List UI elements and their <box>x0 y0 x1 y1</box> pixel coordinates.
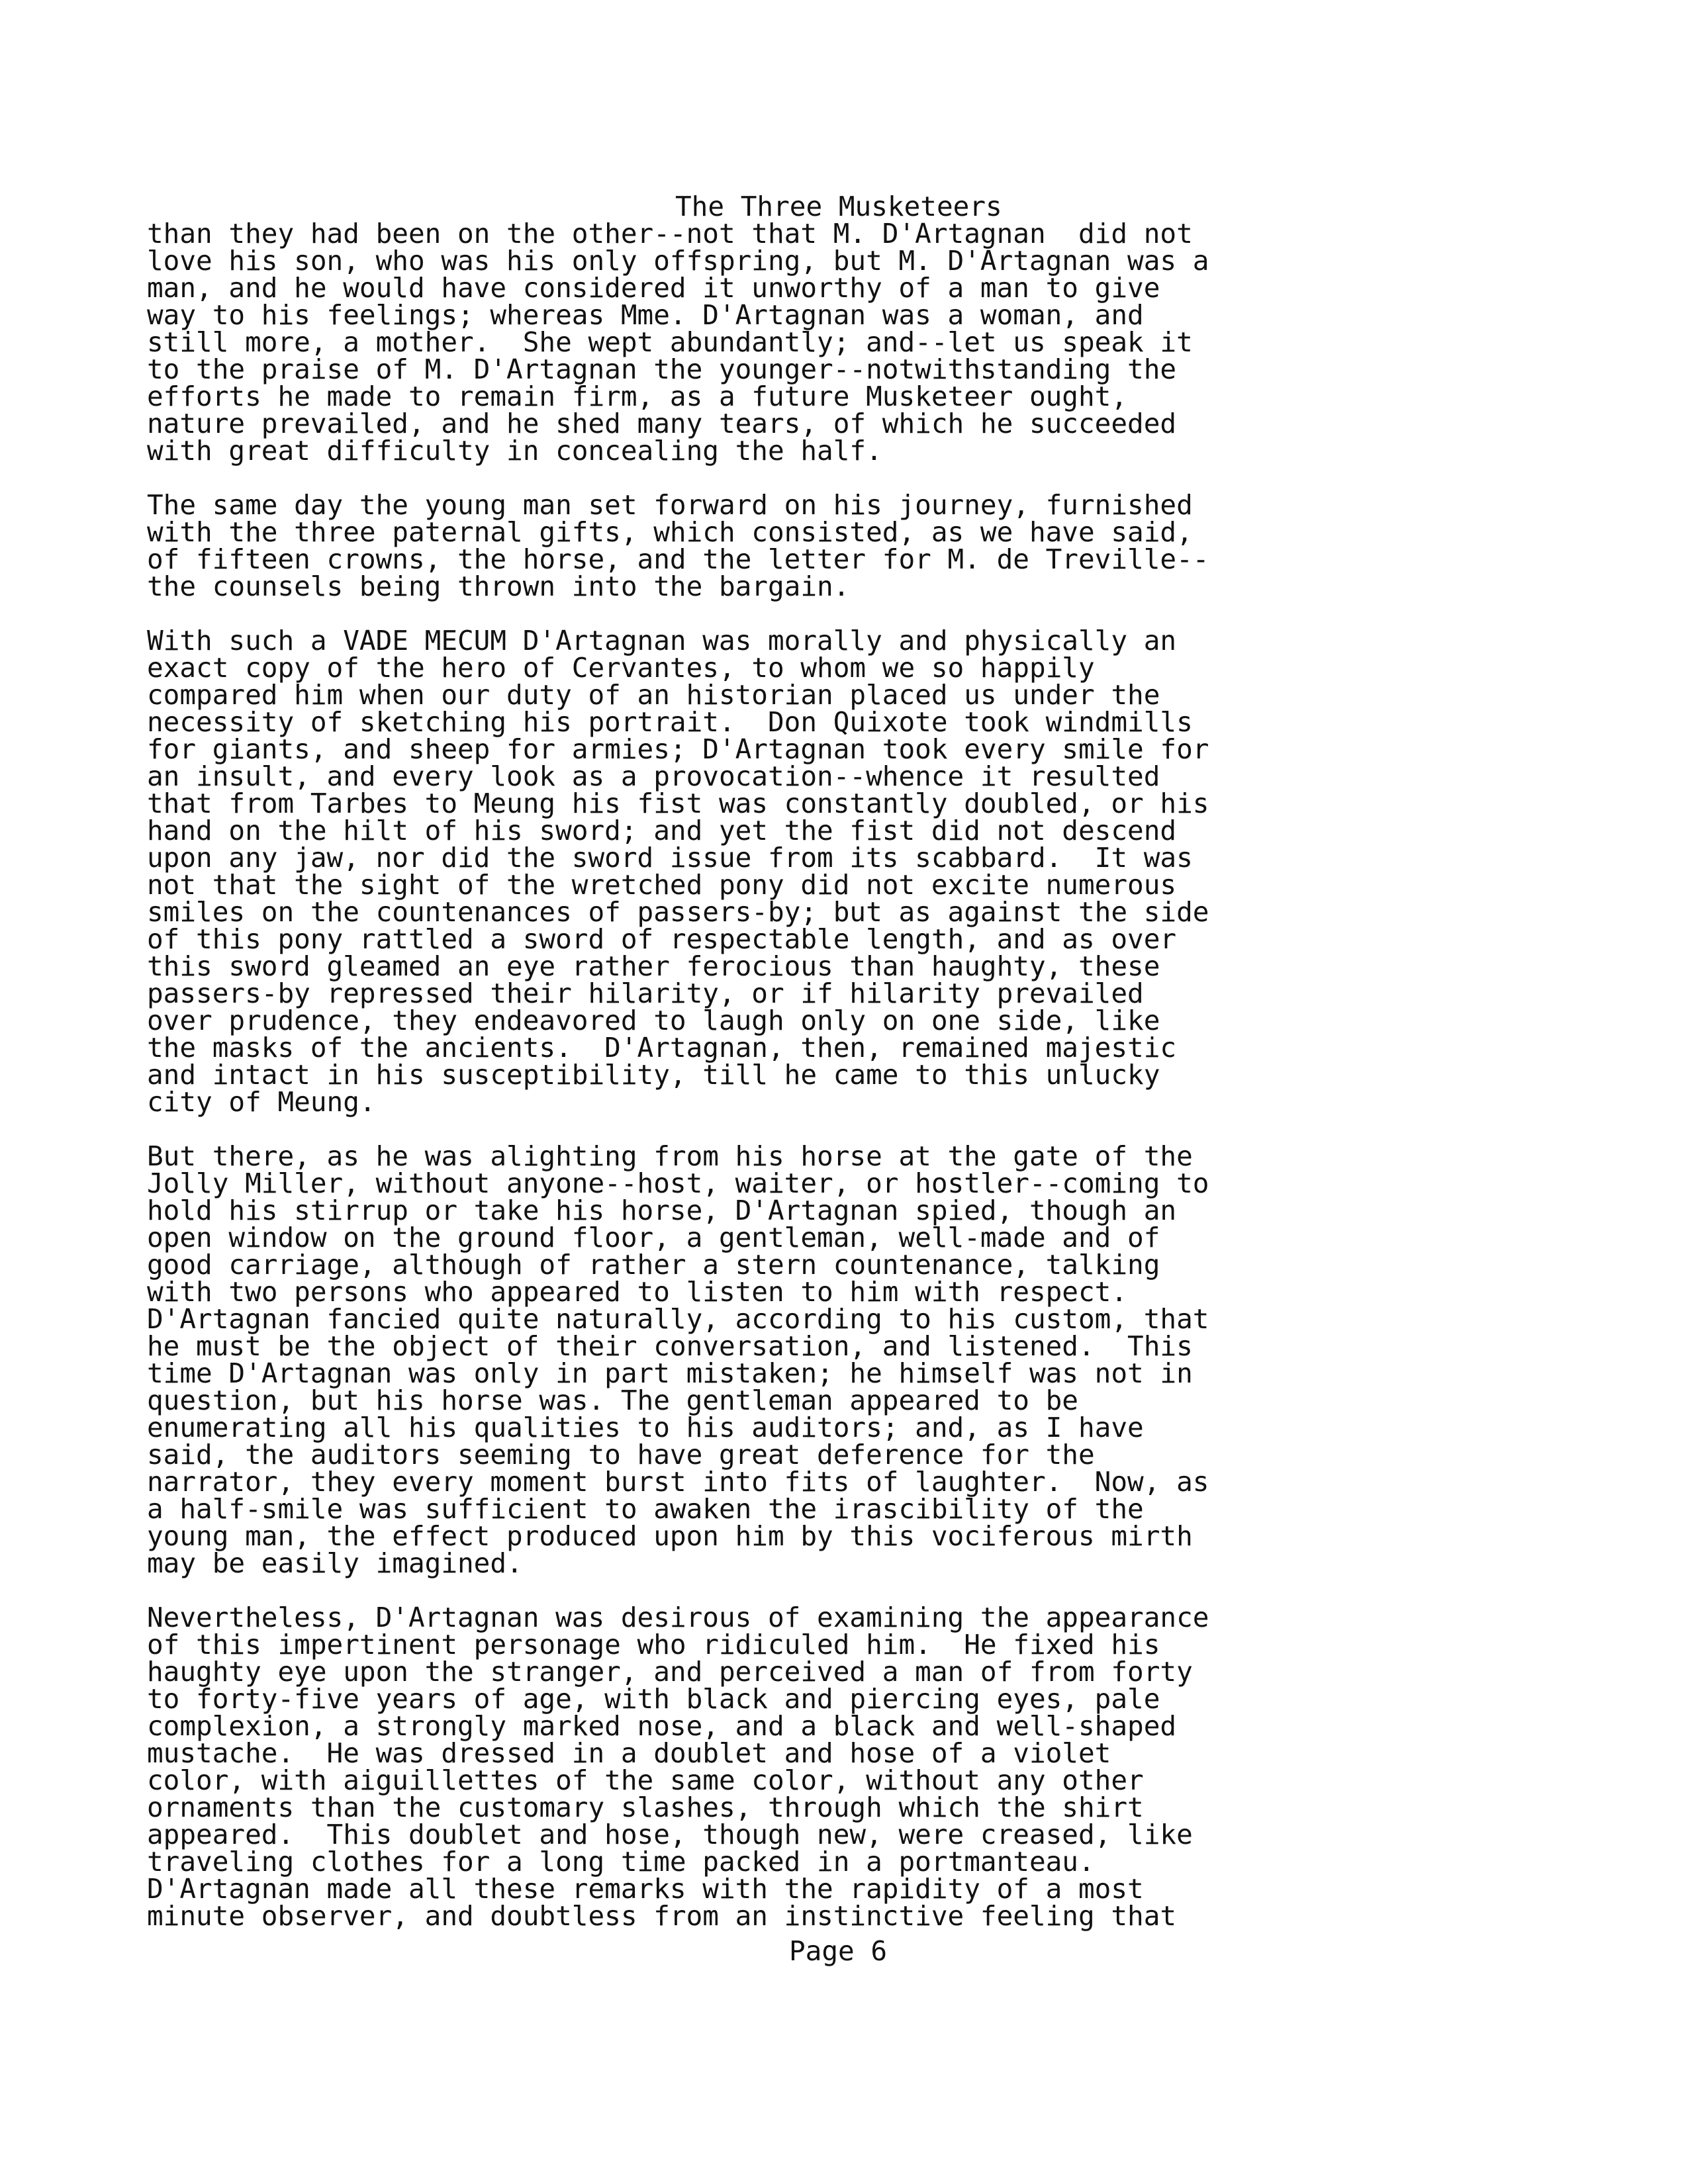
text-line: to forty-five years of age, with black and piercing eyes, pale <box>147 1683 1160 1715</box>
document-body <box>147 220 1537 1957</box>
text-line: of this impertinent personage who ridiculed him. He fixed his <box>147 1629 1160 1661</box>
text-line: he must be the object of their conversation, and listened. This <box>147 1330 1193 1362</box>
paragraph <box>147 489 1537 602</box>
text-line: complexion, a strongly marked nose, and a black and well-shaped <box>147 1710 1177 1742</box>
text-line: city of Meung. <box>147 1086 376 1118</box>
text-line: efforts he made to remain firm, as a future Musketeer ought, <box>147 381 1128 412</box>
text-line: young man, the effect produced upon him by this vociferous mirth <box>147 1520 1193 1552</box>
text-line: exact copy of the hero of Cervantes, to whom we so happily <box>147 652 1095 684</box>
text-line: appeared. This doublet and hose, though new, were creased, like <box>147 1819 1193 1850</box>
text-line: said, the auditors seeming to have great deference for the <box>147 1439 1095 1471</box>
text-line: love his son, who was his only offspring, but M. D'Artagnan was a <box>147 245 1209 277</box>
text-line: way to his feelings; whereas Mme. D'Artagnan was a woman, and <box>147 299 1144 331</box>
paragraph <box>147 220 1537 465</box>
text-line: an insult, and every look as a provocation--whence it resulted <box>147 760 1160 792</box>
text-line: nature prevailed, and he shed many tears, of which he succeeded <box>147 408 1177 439</box>
text-line: mustache. He was dressed in a doublet and hose of a violet <box>147 1737 1111 1769</box>
text-line: minute observer, and doubtless from an instinctive feeling that <box>147 1900 1177 1932</box>
text-line: man, and he would have considered it unworthy of a man to give <box>147 272 1160 304</box>
text-line: D'Artagnan fancied quite naturally, according to his custom, that <box>147 1303 1209 1335</box>
text-line: of fifteen crowns, the horse, and the letter for M. de Treville-- <box>147 543 1209 575</box>
text-line: The same day the young man set forward on his journey, furnished <box>147 489 1193 521</box>
text-line: enumerating all his qualities to his auditors; and, as I have <box>147 1412 1144 1443</box>
text-line: than they had been on the other--not that M. D'Artagnan did not <box>147 218 1193 250</box>
text-line: Nevertheless, D'Artagnan was desirous of examining the appearance <box>147 1602 1209 1633</box>
text-line: good carriage, although of rather a stern countenance, talking <box>147 1249 1160 1281</box>
text-line: ornaments than the customary slashes, through which the shirt <box>147 1792 1144 1823</box>
text-line: compared him when our duty of an historian placed us under the <box>147 679 1160 711</box>
text-line: But there, as he was alighting from his horse at the gate of the <box>147 1140 1193 1172</box>
text-line: this sword gleamed an eye rather ferocious than haughty, these <box>147 950 1160 982</box>
text-line: hold his stirrup or take his horse, D'Artagnan spied, though an <box>147 1195 1177 1226</box>
text-line: a half-smile was sufficient to awaken the irascibility of the <box>147 1493 1144 1525</box>
text-line: haughty eye upon the stranger, and perceived a man of from forty <box>147 1656 1193 1688</box>
text-line: that from Tarbes to Meung his fist was constantly doubled, or his <box>147 788 1209 819</box>
text-line: over prudence, they endeavored to laugh only on one side, like <box>147 1005 1160 1036</box>
text-line: hand on the hilt of his sword; and yet the fist did not descend <box>147 815 1177 846</box>
text-line: with the three paternal gifts, which consisted, as we have said, <box>147 516 1193 548</box>
paragraph <box>147 1604 1537 1930</box>
text-line: time D'Artagnan was only in part mistaken; he himself was not in <box>147 1357 1193 1389</box>
text-line: D'Artagnan made all these remarks with the rapidity of a most <box>147 1873 1144 1905</box>
text-line: with two persons who appeared to listen to him with respect. <box>147 1276 1128 1308</box>
text-line: to the praise of M. D'Artagnan the younger--notwithstanding the <box>147 353 1177 385</box>
text-line: With such a VADE MECUM D'Artagnan was morally and physically an <box>147 625 1177 657</box>
book-title: The Three Musketeers <box>675 191 1002 222</box>
text-line: upon any jaw, nor did the sword issue from its scabbard. It was <box>147 842 1193 874</box>
text-line: still more, a mother. She wept abundantly; and--let us speak it <box>147 326 1193 358</box>
text-line: may be easily imagined. <box>147 1547 523 1579</box>
text-line: necessity of sketching his portrait. Don Quixote took windmills <box>147 706 1193 738</box>
text-line: the masks of the ancients. D'Artagnan, then, remained majestic <box>147 1032 1177 1064</box>
text-line: not that the sight of the wretched pony did not excite numerous <box>147 869 1177 901</box>
paragraph <box>147 1140 1537 1579</box>
text-line: passers-by repressed their hilarity, or if hilarity prevailed <box>147 978 1144 1009</box>
text-line: the counsels being thrown into the bargain. <box>147 570 850 602</box>
text-line: color, with aiguillettes of the same color, without any other <box>147 1764 1144 1796</box>
text-line: question, but his horse was. The gentleman appeared to be <box>147 1385 1078 1416</box>
text-line: narrator, they every moment burst into fits of laughter. Now, as <box>147 1466 1209 1498</box>
text-line: open window on the ground floor, a gentleman, well-made and of <box>147 1222 1160 1253</box>
text-line: of this pony rattled a sword of respectable length, and as over <box>147 923 1177 955</box>
text-line: for giants, and sheep for armies; D'Artagnan took every smile for <box>147 733 1209 765</box>
text-line: Jolly Miller, without anyone--host, waiter, or hostler--coming to <box>147 1167 1209 1199</box>
text-line: traveling clothes for a long time packed in a portmanteau. <box>147 1846 1095 1878</box>
paragraph <box>147 627 1537 1116</box>
text-line: and intact in his susceptibility, till he came to this unlucky <box>147 1059 1160 1091</box>
page-number: Page 6 <box>789 1935 888 1967</box>
text-line: smiles on the countenances of passers-by; but as against the side <box>147 896 1209 928</box>
text-line: with great difficulty in concealing the half. <box>147 435 882 467</box>
